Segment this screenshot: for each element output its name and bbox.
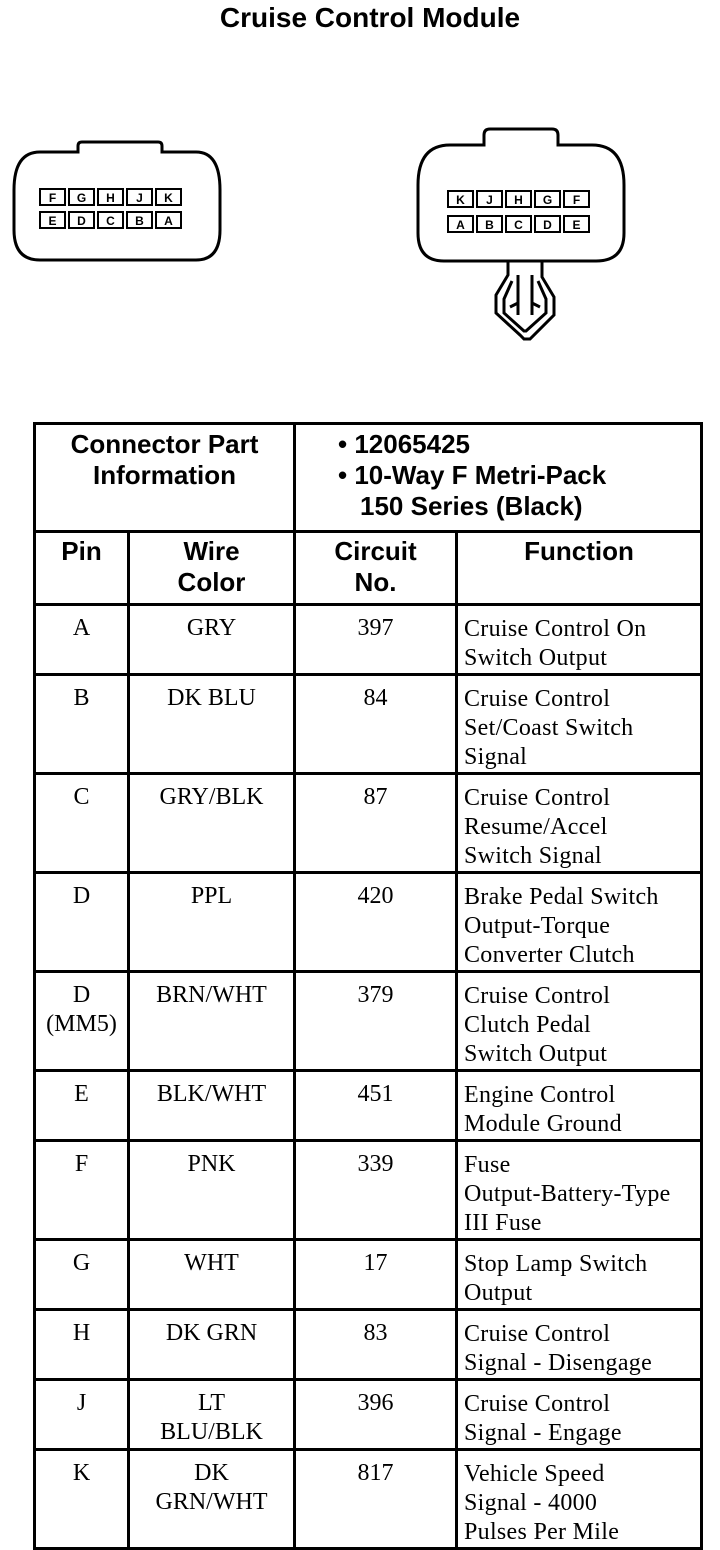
header-wire-color	[129, 532, 295, 605]
table-row	[35, 1310, 702, 1380]
pin-cell	[35, 774, 129, 873]
pin-cell-line: C	[73, 784, 90, 810]
table-row	[35, 675, 702, 774]
header-wire-color-line1: Wire	[183, 536, 240, 566]
wire-color-cell-line: GRY/BLK	[159, 784, 264, 810]
function-cell	[457, 873, 702, 972]
connector-part-label	[35, 424, 295, 532]
pin-cell-line: J	[76, 1390, 87, 1416]
pin-cell-line: D	[72, 982, 91, 1008]
header-circuit-line2: No.	[354, 567, 397, 597]
function-cell-line: Switch Signal	[464, 843, 602, 869]
circuit-cell	[295, 1071, 457, 1141]
function-cell-line: Stop Lamp Switch	[464, 1251, 648, 1277]
wire-color-cell	[129, 774, 295, 873]
pin-cell-line: A	[72, 615, 91, 641]
table-row	[35, 1450, 702, 1549]
pin-letter: D	[77, 214, 86, 228]
connector-part-label-line2: Information	[93, 460, 236, 490]
wire-color-cell	[129, 1071, 295, 1141]
pin-letter: E	[572, 218, 581, 232]
circuit-cell-line: 84	[363, 685, 388, 711]
function-cell-line: Vehicle Speed	[464, 1461, 605, 1487]
connector-right-diagram	[412, 125, 642, 355]
pin-letter: F	[572, 193, 581, 207]
wire-color-cell	[129, 873, 295, 972]
function-cell-line: Pulses Per Mile	[464, 1519, 620, 1545]
circuit-cell-line: 396	[357, 1390, 394, 1416]
function-cell-line: Signal - Engage	[464, 1420, 622, 1446]
circuit-cell-line: 817	[357, 1460, 394, 1486]
function-cell-line: Switch Output	[464, 645, 608, 671]
function-cell-line: Cruise Control On	[464, 616, 647, 642]
pin-letter: F	[48, 191, 57, 205]
pin-cell-line: E	[74, 1081, 89, 1107]
pin-cell	[35, 1071, 129, 1141]
pin-letter: C	[106, 214, 115, 228]
header-circuit-line1: Circuit	[334, 536, 417, 566]
pin-cell-line: D	[72, 883, 91, 909]
pin-cell	[35, 1380, 129, 1450]
function-cell	[457, 675, 702, 774]
table-row	[35, 1240, 702, 1310]
pin-cell-line: K	[72, 1460, 91, 1486]
circuit-cell	[295, 1240, 457, 1310]
function-cell-line: Converter Clutch	[464, 942, 635, 968]
pin-letter: E	[48, 214, 57, 228]
table-row	[35, 972, 702, 1071]
pin-cell-line: B	[73, 685, 90, 711]
pin-cell-line: H	[72, 1320, 91, 1346]
table-row	[35, 605, 702, 675]
table-row	[35, 873, 702, 972]
connector-left-diagram	[8, 140, 228, 270]
connector-desc-line2: 150 Series (Black)	[360, 491, 583, 521]
wire-color-cell-line: DK BLU	[167, 685, 256, 711]
pin-cell	[35, 675, 129, 774]
wire-color-cell	[129, 605, 295, 675]
wire-color-cell	[129, 1240, 295, 1310]
function-cell	[457, 1141, 702, 1240]
pin-rows	[35, 605, 702, 1549]
function-cell-line: Brake Pedal Switch	[464, 884, 659, 910]
wire-color-cell	[129, 1310, 295, 1380]
circuit-cell-line: 17	[363, 1250, 388, 1276]
wire-color-cell-line: PPL	[190, 883, 233, 909]
circuit-cell	[295, 1380, 457, 1450]
pin-letter: B	[485, 218, 494, 232]
connector-left-top-row	[40, 189, 181, 205]
circuit-cell-line: 451	[357, 1081, 394, 1107]
function-cell	[457, 1071, 702, 1141]
pin-cell	[35, 1240, 129, 1310]
pin-cell-line: (MM5)	[46, 1011, 117, 1037]
pin-letter: G	[76, 191, 87, 205]
function-cell-line: Clutch Pedal	[464, 1012, 591, 1038]
connector-part-values	[295, 424, 702, 532]
wire-color-cell	[129, 1141, 295, 1240]
connector-info-table	[33, 422, 703, 1550]
header-pin-label: Pin	[61, 536, 102, 566]
pin-letter: D	[543, 218, 552, 232]
wire-color-cell-line: PNK	[187, 1151, 236, 1177]
wire-color-cell-line: BRN/WHT	[156, 982, 267, 1008]
header-function-label: Function	[524, 536, 634, 566]
pin-cell	[35, 873, 129, 972]
circuit-cell-line: 420	[357, 883, 394, 909]
pin-letter: B	[135, 214, 144, 228]
function-cell-line: Module Ground	[464, 1111, 622, 1137]
wire-color-cell-line: BLU/BLK	[160, 1419, 263, 1445]
connector-left-bottom-row	[40, 212, 181, 228]
page-title: Cruise Control Module	[219, 2, 521, 33]
pin-letter: A	[164, 214, 173, 228]
wire-color-cell	[129, 675, 295, 774]
circuit-cell-line: 87	[363, 784, 388, 810]
circuit-cell-line: 397	[357, 615, 394, 641]
pin-letter: J	[486, 193, 493, 207]
function-cell-line: Cruise Control	[464, 1391, 611, 1417]
table-row	[35, 1380, 702, 1450]
pin-cell-line: G	[72, 1250, 91, 1276]
wire-color-cell-line: GRY	[186, 615, 237, 641]
wire-color-cell-line: WHT	[184, 1250, 239, 1276]
function-cell-line: Signal	[464, 744, 528, 770]
circuit-cell	[295, 873, 457, 972]
function-cell-line: Signal - 4000	[464, 1490, 598, 1516]
function-cell-line: Engine Control	[464, 1082, 616, 1108]
pin-letter: H	[514, 193, 523, 207]
pin-cell	[35, 1450, 129, 1549]
function-cell-line: Switch Output	[464, 1041, 608, 1067]
pin-letter: C	[514, 218, 523, 232]
pin-letter: J	[136, 191, 143, 205]
pin-letter: H	[106, 191, 115, 205]
function-cell-line: Output-Torque	[464, 913, 611, 939]
function-cell-line: Cruise Control	[464, 785, 611, 811]
header-pin	[35, 532, 129, 605]
function-cell-line: Set/Coast Switch	[464, 715, 634, 741]
pin-letter: G	[542, 193, 553, 207]
wire-color-cell	[129, 1380, 295, 1450]
wire-color-cell-line: GRN/WHT	[155, 1489, 268, 1515]
connector-right-latch	[496, 261, 554, 339]
function-cell	[457, 774, 702, 873]
function-cell-line: Resume/Accel	[464, 814, 608, 840]
connector-right-bottom-row	[448, 216, 589, 232]
circuit-cell	[295, 1450, 457, 1549]
column-header-row	[35, 532, 702, 605]
connector-right-top-row	[448, 191, 589, 207]
function-cell-line: Output	[464, 1280, 533, 1306]
circuit-cell	[295, 675, 457, 774]
circuit-cell-line: 379	[357, 982, 394, 1008]
function-cell-line: Cruise Control	[464, 983, 611, 1009]
pin-letter: K	[164, 191, 173, 205]
function-cell-line: Cruise Control	[464, 686, 611, 712]
circuit-cell-line: 339	[357, 1151, 394, 1177]
circuit-cell-line: 83	[363, 1320, 388, 1346]
pin-cell	[35, 1141, 129, 1240]
pin-cell	[35, 605, 129, 675]
wire-color-cell-line: LT	[197, 1390, 226, 1416]
table-row	[35, 1141, 702, 1240]
function-cell	[457, 1240, 702, 1310]
header-function	[457, 532, 702, 605]
function-cell	[457, 605, 702, 675]
function-cell-line: Output-Battery-Type	[464, 1181, 671, 1207]
connector-left-housing	[14, 142, 220, 260]
function-cell-line: III Fuse	[464, 1210, 542, 1236]
circuit-cell	[295, 1310, 457, 1380]
function-cell-line: Cruise Control	[464, 1321, 611, 1347]
wire-color-cell-line: BLK/WHT	[156, 1081, 267, 1107]
table-row	[35, 1071, 702, 1141]
function-cell	[457, 1310, 702, 1380]
circuit-cell	[295, 774, 457, 873]
function-cell	[457, 972, 702, 1071]
pin-letter: A	[456, 218, 465, 232]
connector-desc-line1: • 10-Way F Metri-Pack	[338, 460, 607, 490]
pin-cell-line: F	[74, 1151, 89, 1177]
part-number: • 12065425	[338, 429, 471, 459]
wire-color-cell	[129, 972, 295, 1071]
pin-cell	[35, 1310, 129, 1380]
table-row	[35, 774, 702, 873]
function-cell-line: Signal - Disengage	[464, 1350, 653, 1376]
function-cell	[457, 1450, 702, 1549]
circuit-cell	[295, 605, 457, 675]
pin-letter: K	[456, 193, 465, 207]
wire-color-cell-line: DK	[194, 1460, 229, 1486]
wire-color-cell	[129, 1450, 295, 1549]
function-cell-line: Fuse	[464, 1152, 511, 1178]
circuit-cell	[295, 1141, 457, 1240]
circuit-cell	[295, 972, 457, 1071]
pin-cell	[35, 972, 129, 1071]
function-cell	[457, 1380, 702, 1450]
connector-part-label-line1: Connector Part	[70, 429, 259, 459]
wire-color-cell-line: DK GRN	[165, 1320, 258, 1346]
connector-part-row	[35, 424, 702, 532]
header-circuit	[295, 532, 457, 605]
header-wire-color-line2: Color	[177, 567, 246, 597]
